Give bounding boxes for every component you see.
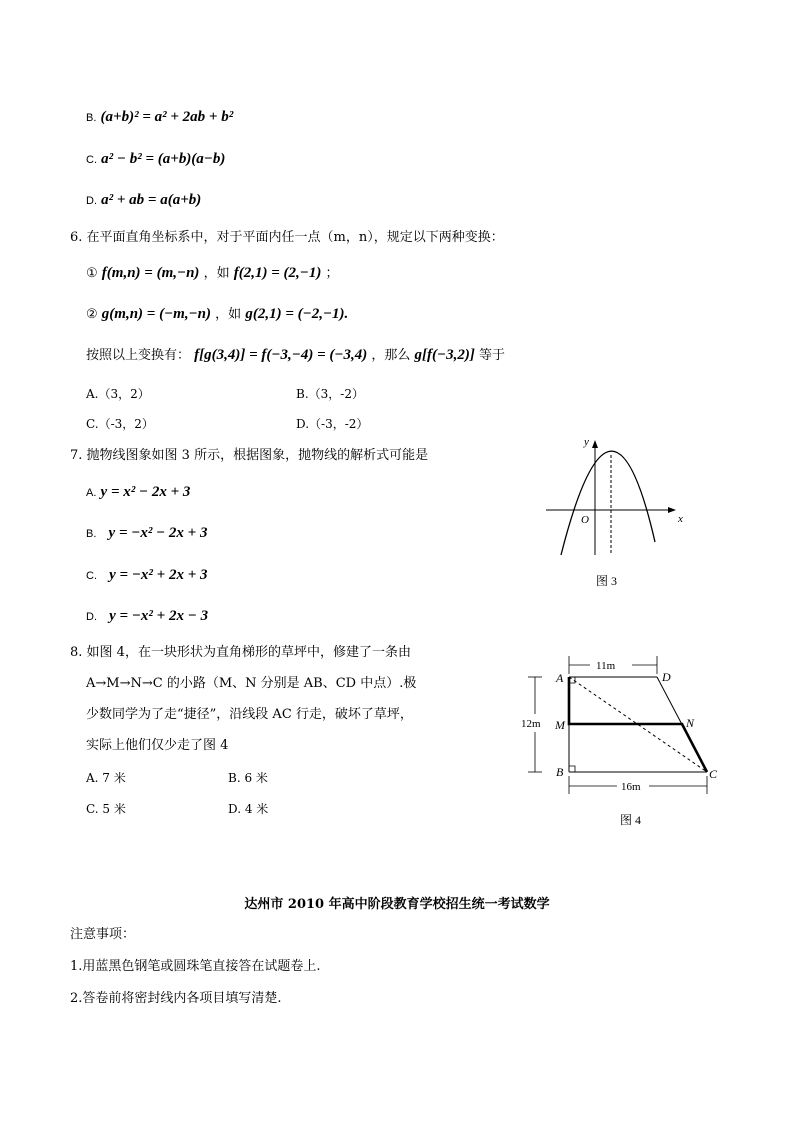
- figure-3-caption: 图 3: [596, 574, 618, 588]
- bottom-length-label: 16m: [621, 781, 641, 793]
- q6-option-d: D.（-3，-2）: [296, 417, 369, 431]
- notes-heading: 注意事项：: [70, 927, 136, 942]
- q7-option-d: [86, 607, 208, 626]
- q6-ask-formula-2: g[f(−3,2)]: [414, 347, 475, 363]
- q7-option-a-label: A.: [86, 487, 97, 499]
- q6-option-a: A.（3，2）: [86, 387, 150, 401]
- vertex-n-label: N: [686, 716, 695, 730]
- q8-option-a: A. 7 米: [86, 771, 126, 785]
- right-angle-b-icon: [569, 766, 575, 772]
- q6-rule2-mid: ，如: [215, 307, 242, 322]
- q6-rule2-example: g(2,1) = (−2,−1).: [245, 306, 349, 322]
- q6-ask: [86, 346, 505, 365]
- side-length-label: 12m: [521, 718, 541, 730]
- vertex-d-label: D: [662, 670, 671, 684]
- q7-option-a: [86, 483, 190, 502]
- q6-rule1-end: ；: [325, 266, 339, 281]
- q7-option-c: [86, 566, 208, 585]
- q6-stem: 6. 在平面直角坐标系中，对于平面内任一点（m，n），规定以下两种变换：: [70, 230, 504, 245]
- q6-rule-1: [86, 264, 339, 283]
- q8-option-c: C. 5 米: [86, 802, 126, 816]
- q5-option-c-formula: a² − b² = (a+b)(a−b): [101, 151, 226, 167]
- q7-option-d-label: D.: [86, 611, 97, 623]
- q8-option-b: B. 6 米: [228, 771, 268, 785]
- q5-option-b-formula: (a+b)² = a² + 2ab + b²: [100, 109, 234, 125]
- y-axis-arrow-icon: [592, 440, 598, 448]
- q7-option-d-formula: y = −x² + 2x − 3: [109, 608, 209, 624]
- q5-option-c: [86, 150, 225, 169]
- q7-stem: 7. 抛物线图象如图 3 所示，根据图象，抛物线的解析式可能是: [70, 448, 429, 463]
- x-axis-label: x: [678, 513, 683, 525]
- q7-option-b-formula: y = −x² − 2x + 3: [108, 525, 208, 541]
- figure-4-trapezoid: [520, 650, 730, 835]
- q6-ask-end: 等于: [479, 348, 506, 363]
- q6-ask-formula: f[g(3,4)] = f(−3,−4) = (−3,4): [194, 347, 368, 363]
- q5-option-b-label: B.: [86, 112, 97, 124]
- q6-option-b: B.（3，-2）: [296, 387, 364, 401]
- note-2: 2.答卷前将密封线内各项目填写清楚.: [70, 991, 282, 1006]
- q6-rule1-mid: ，如: [203, 266, 230, 281]
- vertex-b-label: B: [556, 765, 564, 779]
- x-axis-arrow-icon: [668, 507, 676, 513]
- parabola-curve: [561, 451, 655, 555]
- q7-option-b: [86, 524, 207, 543]
- vertex-m-label: M: [555, 718, 565, 732]
- q7-option-b-label: B.: [86, 528, 97, 540]
- q8-option-d: D. 4 米: [228, 802, 269, 816]
- q6-option-c: C.（-3，2）: [86, 417, 154, 431]
- top-length-label: 11m: [596, 660, 616, 672]
- vertex-a-label: A: [556, 671, 564, 685]
- figure-3-parabola: [540, 430, 700, 600]
- q6-ask-mid: ，那么: [371, 348, 411, 363]
- q5-option-b: [86, 108, 233, 127]
- q8-line-1: 8. 如图 4，在一块形状为直角梯形的草坪中，修建了一条由: [70, 645, 411, 660]
- q8-line-3: 少数同学为了走“捷径”，沿线段 AC 行走，破坏了草坪，: [86, 707, 413, 722]
- q6-rule1-example: f(2,1) = (2,−1): [233, 265, 322, 281]
- q6-rule-2: [86, 305, 348, 324]
- q8-line-2: A→M→N→C 的小路（M、N 分别是 AB、CD 中点）.极: [86, 676, 417, 691]
- q6-rule2-formula: g(m,n) = (−m,−n): [101, 306, 212, 322]
- q8-line-4: 实际上他们仅少走了图 4: [86, 738, 229, 753]
- q5-option-d-label: D.: [86, 195, 97, 207]
- figure-4-caption: 图 4: [620, 813, 642, 827]
- q7-option-c-label: C.: [86, 570, 97, 582]
- vertex-c-label: C: [709, 767, 718, 781]
- q7-option-c-formula: y = −x² + 2x + 3: [109, 567, 208, 583]
- q6-ask-prefix: 按照以上变换有：: [86, 348, 191, 363]
- q6-rule1-marker: ①: [86, 266, 98, 281]
- note-1: 1.用蓝黑色钢笔或圆珠笔直接答在试题卷上.: [70, 959, 321, 974]
- y-axis-label: y: [584, 436, 589, 448]
- exam-title: 达州市 2010 年高中阶段教育学校招生统一考试数学: [244, 897, 550, 912]
- q5-option-d: [86, 191, 201, 210]
- q6-rule2-marker: ②: [86, 307, 98, 322]
- q5-option-c-label: C.: [86, 154, 97, 166]
- q5-option-d-formula: a² + ab = a(a+b): [101, 192, 202, 208]
- q6-rule1-formula: f(m,n) = (m,−n): [101, 265, 200, 281]
- q7-option-a-formula: y = x² − 2x + 3: [100, 484, 191, 500]
- origin-label: O: [581, 514, 589, 526]
